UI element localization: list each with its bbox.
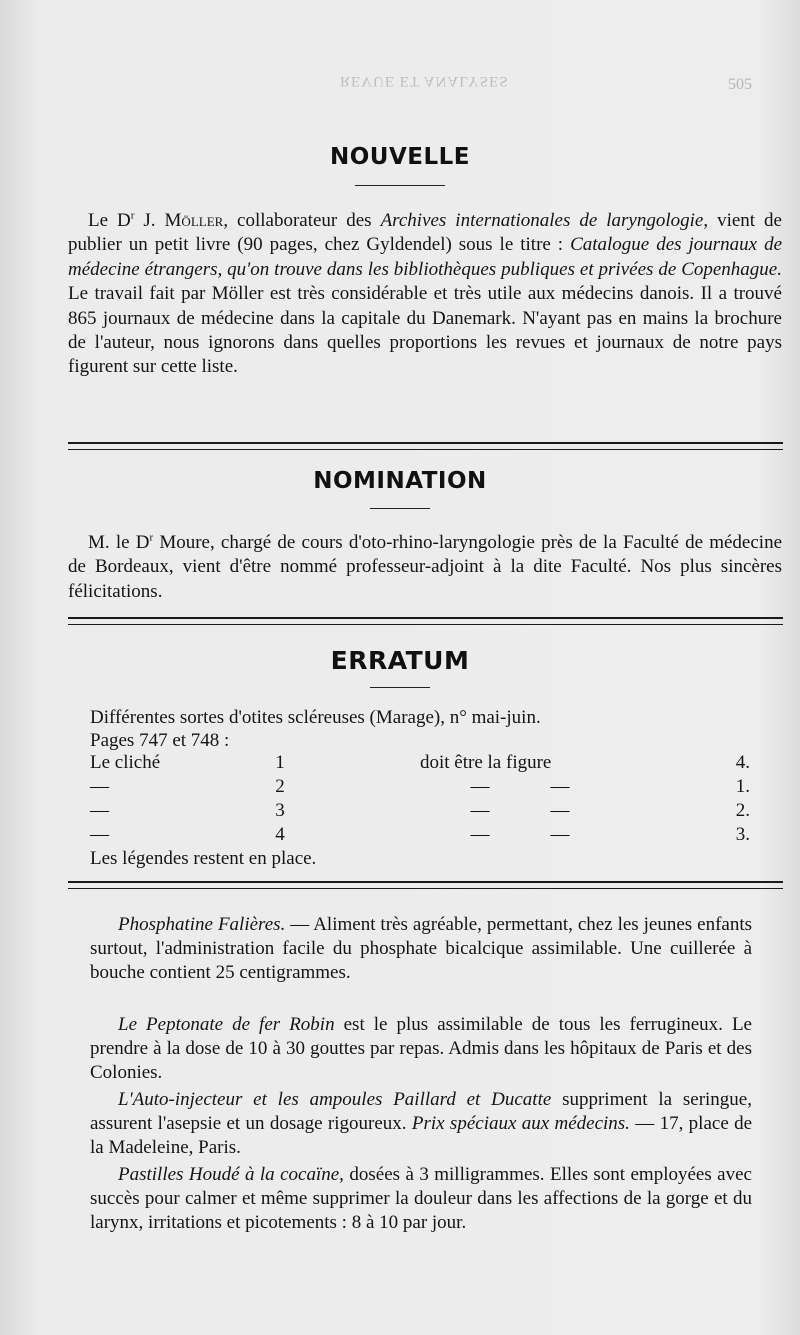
erratum-row: — 2 — — 1. bbox=[90, 776, 750, 797]
catalogue-title: Catalogue des journaux de médecine étrangers, qu'on trouve dans les bibliothèques publiques et privées de Copenhague. bbox=[68, 234, 783, 280]
author-name: Möller bbox=[164, 210, 224, 231]
page-number: 505 bbox=[728, 76, 752, 93]
nomination-title: NOMINATION bbox=[313, 468, 487, 494]
erratum-line-2: Pages 747 et 748 : bbox=[90, 730, 230, 751]
section-divider bbox=[68, 442, 783, 450]
erratum-title: ERRATUM bbox=[330, 646, 470, 675]
section-divider bbox=[68, 881, 783, 889]
ad-auto-injecteur: L'Auto-injecteur et les ampoules Paillard et Ducatte suppriment la seringue, assurent l'asepsie et un dosage rigoureux. Prix spéciaux aux médecins. — 17, place de la Madeleine, Paris. bbox=[90, 1089, 753, 1158]
ad-pastilles-houde: Pastilles Houdé à la cocaïne, dosées à 3 milligrammes. Elles sont employées avec succès pour calmer et même supprimer la douleur dans les affections de la gorge et du larynx, irritations et picotements : 8 à 10 par jour. bbox=[90, 1164, 752, 1233]
nouvelle-title-underline bbox=[355, 185, 445, 186]
erratum-row: — 4 — — 3. bbox=[90, 824, 750, 845]
running-head: REVUE ET ANALYSES bbox=[340, 73, 509, 89]
section-divider bbox=[68, 617, 783, 625]
ad-phosphatine: Phosphatine Falières. — Aliment très agréable, permettant, chez les jeunes enfants surtout, l'administration facile du phosphate bicalcique assimilable. Une cuillerée à bouche contient 25 centigrammes. bbox=[90, 914, 753, 983]
erratum-footer: Les légendes restent en place. bbox=[90, 848, 317, 869]
bleed-through-text bbox=[90, 120, 750, 144]
erratum-title-underline bbox=[370, 687, 430, 688]
ad-peptonate: Le Peptonate de fer Robin est le plus assimilable de tous les ferrugineux. Le prendre à la dose de 10 à 30 gouttes par repas. Admis dans les hôpitaux de Paris et des Colonies. bbox=[90, 1014, 752, 1083]
nomination-paragraph: M. le $D^r$ Moure, chargé de cours d'oto-rhino-laryngologie près de la Faculté de médecine de Bordeaux, vient d'être nommé professeur-adjoint à la dite Faculté. Nos plus sincères félicitations. bbox=[68, 531, 782, 602]
erratum-row: — 3 — — 2. bbox=[90, 800, 750, 821]
erratum-line-1: Différentes sortes d'otites scléreuses (Marage), n° mai-juin. bbox=[90, 707, 541, 728]
nomination-title-underline bbox=[370, 508, 430, 509]
nouvelle-title: NOUVELLE bbox=[329, 144, 470, 170]
erratum-row: Le cliché 1 doit être la figure 4. bbox=[90, 752, 750, 773]
nouvelle-paragraph: Le $D^r$ J. Möller, collaborateur des Archives internationales de laryngologie, vient de publier un petit livre (90 pages, chez Gyldendel) sous le titre : Catalogue des journaux de médecine étrangers, qu'on trouve dans les bibliothèques publiques et privées de Copenhague. Le travail fait par Möller est très considérable et très utile aux médecins danois. Il a trouvé 865 journaux de médecine dans la capitale du Danemark. N'ayant pas en mains la brochure de l'auteur, nous ignorons dans quelles proportions les revues et journaux de notre pays figurent sur cette liste. bbox=[68, 209, 783, 378]
journal-name: Archives internationales de laryngologie bbox=[380, 210, 704, 231]
